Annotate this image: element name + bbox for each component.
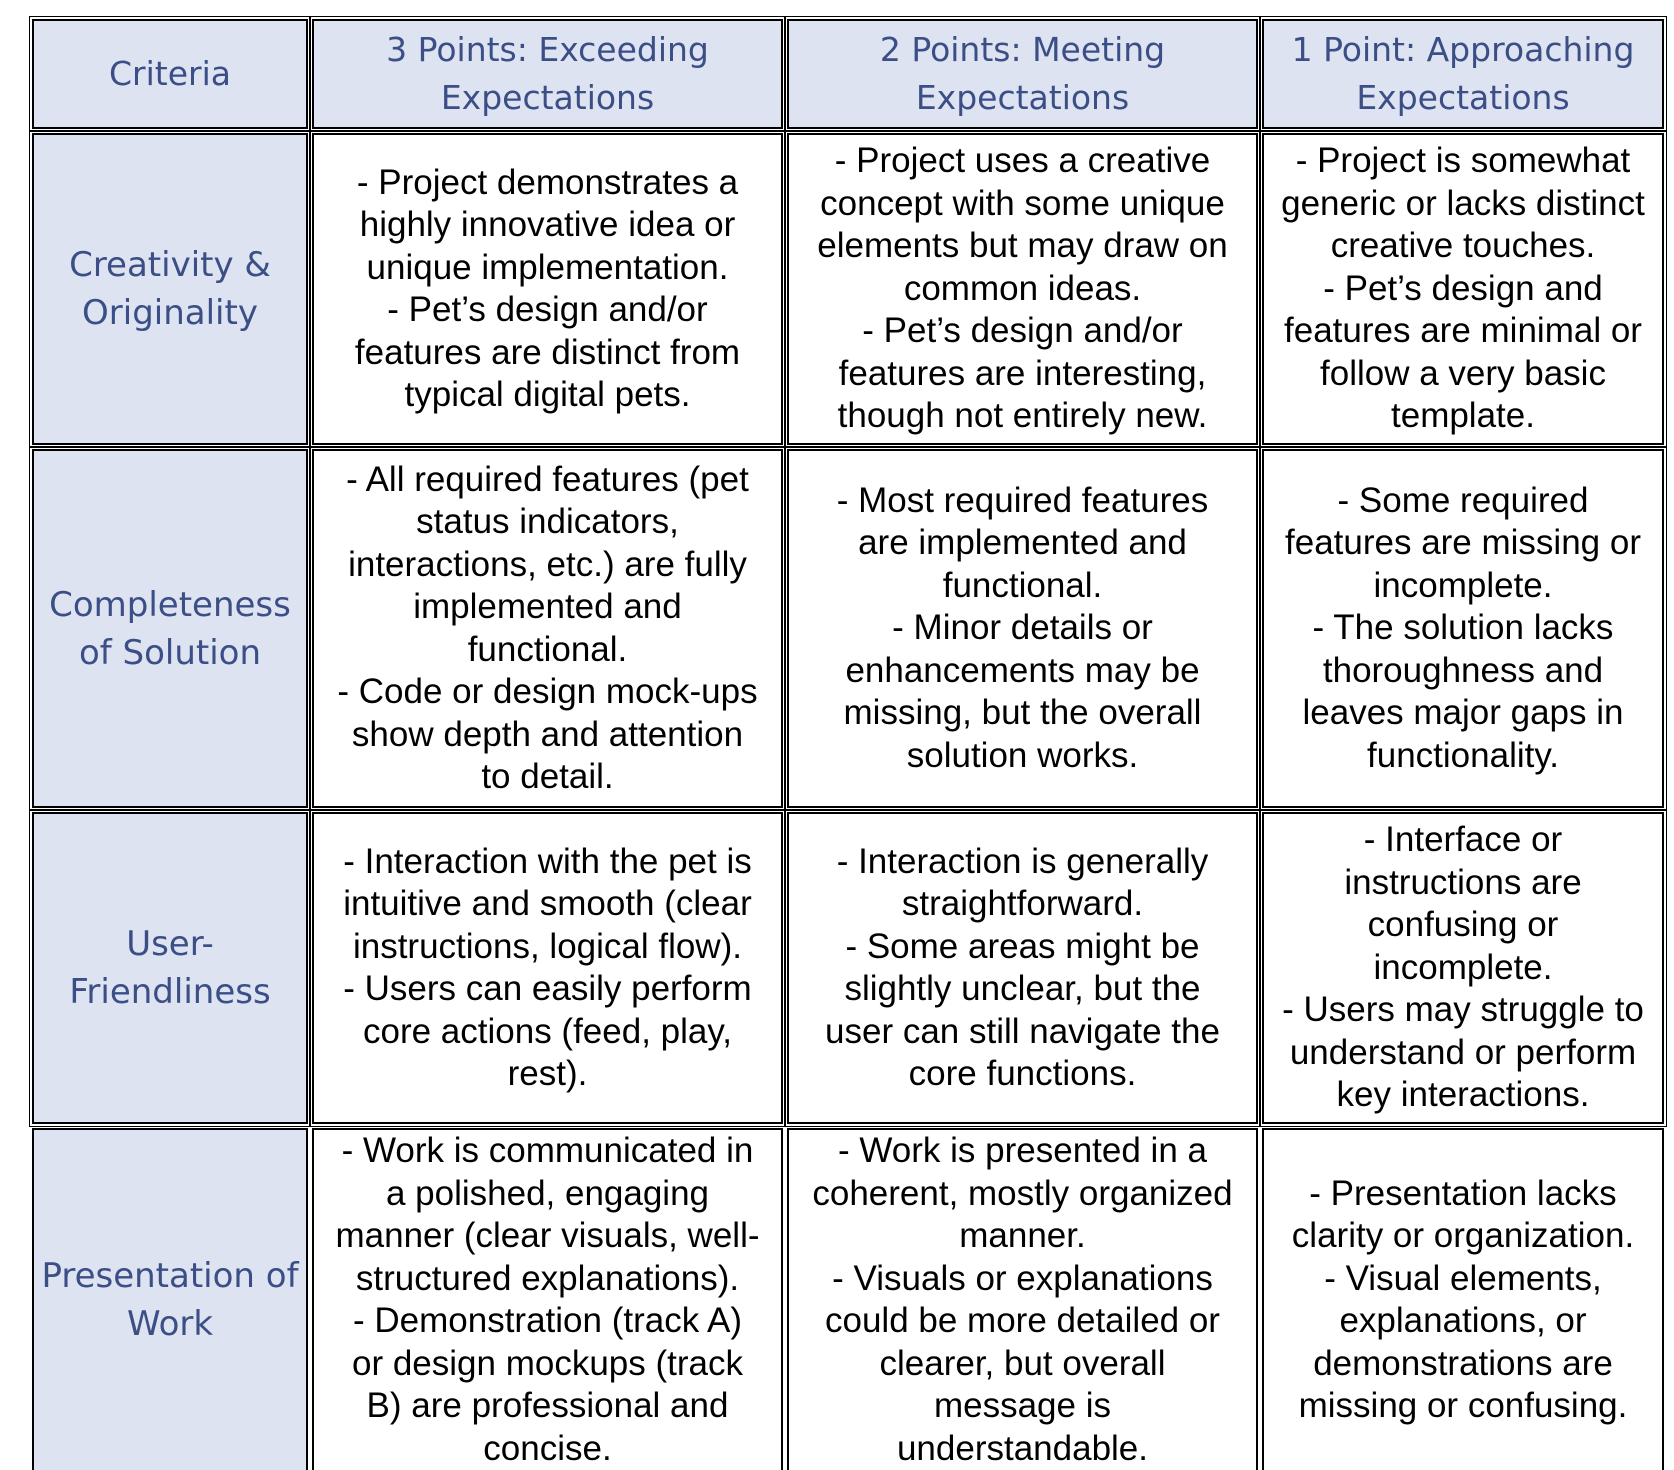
cell-creativity-approaching	[1262, 133, 1664, 445]
cell-creativity-exceeding	[312, 133, 783, 445]
header-exceeding-label: 3 Points: Exceeding Expectations	[386, 30, 709, 117]
cell-text: - Interaction with the pet is intuitive and smooth (clear instructions, logical flow). - Users can easily perform core actions (feed, play, rest).	[343, 841, 752, 1093]
header-approaching	[1262, 19, 1664, 129]
cell-text: - Most required features are implemented and functional. - Minor details or enhancements may be missing, but the overall solution works.	[836, 480, 1209, 775]
criterion-creativity	[32, 133, 308, 445]
criterion-presentation	[32, 1128, 308, 1470]
header-exceeding	[312, 19, 783, 129]
cell-text: - Project is somewhat generic or lacks distinct creative touches. - Pet’s design and features are minimal or follow a very basic template.	[1281, 141, 1645, 436]
criterion-label: User- Friendliness	[69, 924, 271, 1012]
cell-completeness-exceeding	[312, 449, 783, 808]
cell-user-friendliness-approaching	[1262, 812, 1664, 1124]
cell-completeness-approaching	[1262, 449, 1664, 808]
cell-presentation-meeting	[787, 1128, 1258, 1470]
cell-text: - All required features (pet status indicators, interactions, etc.) are fully implemented and functional. - Code or design mock-ups show depth and attention to detail.	[337, 459, 758, 796]
cell-text: - Project uses a creative concept with some unique elements but may draw on common ideas. - Pet’s design and/or features are interesting, though not entirely new.	[817, 141, 1228, 436]
cell-presentation-exceeding	[312, 1128, 783, 1470]
cell-text: - Presentation lacks clarity or organization. - Visual elements, explanations, or demonstrations are missing or confusing.	[1291, 1173, 1635, 1425]
cell-presentation-approaching	[1262, 1128, 1664, 1470]
cell-text: - Work is presented in a coherent, mostly organized manner. - Visuals or explanations could be more detailed or clearer, but overall message is understandable.	[812, 1131, 1233, 1468]
criterion-completeness	[32, 449, 308, 808]
criterion-label: Creativity & Originality	[69, 245, 271, 333]
cell-text: - Project demonstrates a highly innovative idea or unique implementation. - Pet’s design and/or features are distinct from typical digital pets.	[354, 162, 741, 414]
cell-creativity-meeting	[787, 133, 1258, 445]
cell-text: - Interface or instructions are confusing or incomplete. - Users may struggle to understand or perform key interactions.	[1282, 820, 1644, 1115]
cell-completeness-meeting	[787, 449, 1258, 808]
cell-text: - Some required features are missing or incomplete. - The solution lacks thoroughness and leaves major gaps in functionality.	[1285, 480, 1641, 775]
cell-text: - Interaction is generally straightforward. - Some areas might be slightly unclear, but the user can still navigate the core functions.	[825, 841, 1220, 1093]
criterion-label: Presentation of Work	[41, 1256, 299, 1344]
header-approaching-label: 1 Point: Approaching Expectations	[1291, 30, 1635, 117]
header-criteria-label: Criteria	[109, 54, 231, 93]
rubric-table	[32, 19, 1645, 1468]
header-criteria	[32, 19, 308, 129]
cell-text: - Work is communicated in a polished, engaging manner (clear visuals, well- structured explanations). - Demonstration (track A) or design mockups (track B) are professional and concise.	[335, 1131, 760, 1468]
criterion-user-friendliness	[32, 812, 308, 1124]
cell-user-friendliness-meeting	[787, 812, 1258, 1124]
criterion-label: Completeness of Solution	[49, 584, 291, 673]
cell-user-friendliness-exceeding	[312, 812, 783, 1124]
header-meeting-label: 2 Points: Meeting Expectations	[879, 30, 1166, 117]
header-meeting	[787, 19, 1258, 129]
